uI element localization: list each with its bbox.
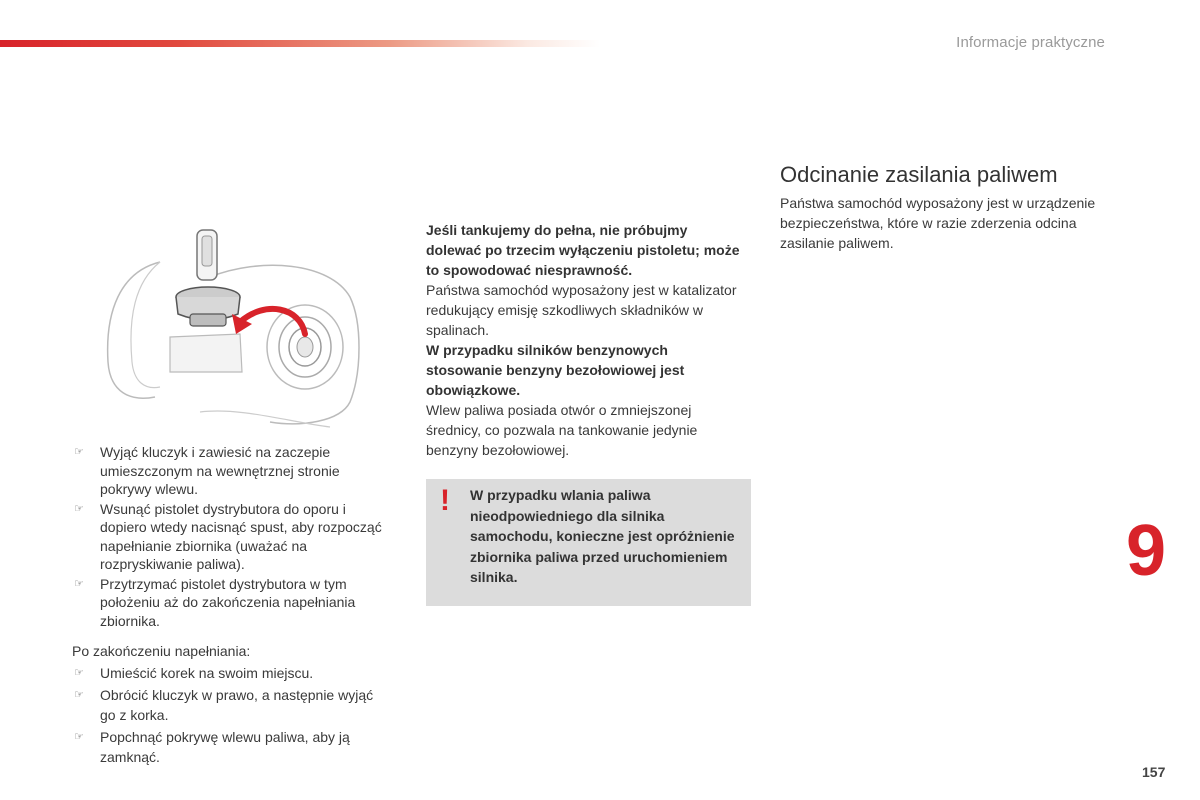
pointing-hand-icon: ☞ bbox=[74, 730, 84, 743]
list-item: ☞ Popchnąć pokrywę wlewu paliwa, aby ją zamknąć. bbox=[74, 728, 350, 765]
pointing-hand-icon: ☞ bbox=[74, 577, 84, 590]
warning-box bbox=[426, 479, 751, 606]
pointing-hand-icon: ☞ bbox=[74, 688, 84, 701]
pointing-hand-icon: ☞ bbox=[74, 502, 84, 515]
full-tank-note: Jeśli tankujemy do pełna, nie próbujmy dolewać po trzecim wyłączeniu pistoletu; może to spowodować niesprawność. bbox=[426, 222, 740, 278]
warning-text: W przypadku wlania paliwa nieodpowiedniego dla silnika samochodu, konieczne jest opróżnienie zbiornika paliwa przed uruchomieniem silnika. bbox=[470, 487, 735, 585]
fuel-cap-key-illustration bbox=[100, 222, 390, 432]
list-item: ☞ Wyjąć kluczyk i zawiesić na zaczepie umieszczonym na wewnętrznej stronie pokrywy wlewu. bbox=[74, 444, 340, 497]
header-accent-bar bbox=[0, 40, 600, 47]
fuel-cutoff-text: Państwa samochód wyposażony jest w urządzenie bezpieczeństwa, które w razie zderzenia odcina zasilanie paliwem. bbox=[780, 195, 1096, 251]
filler-diameter-note: Wlew paliwa posiada otwór o zmniejszonej średnicy, co pozwala na tankowanie jedynie benzyny bezołowiowej. bbox=[426, 402, 698, 458]
unleaded-required-note: W przypadku silników benzynowych stosowanie benzyny bezołowiowej jest obowiązkowe. bbox=[426, 342, 685, 398]
middle-column bbox=[426, 220, 746, 460]
list-item: ☞ Umieścić korek na swoim miejscu. bbox=[74, 664, 314, 681]
page-number: 157 bbox=[1142, 764, 1166, 780]
fuel-cutoff-heading: Odcinanie zasilania paliwem bbox=[780, 162, 1058, 187]
section-title: Informacje praktyczne bbox=[956, 34, 1105, 51]
right-column bbox=[780, 162, 1100, 253]
catalyst-note: Państwa samochód wyposażony jest w katalizator redukujący emisję szkodliwych składników w spalinach. bbox=[426, 282, 737, 338]
pointing-hand-icon: ☞ bbox=[74, 446, 84, 458]
list-item: ☞ Przytrzymać pistolet dystrybutora w tym położeniu aż do zakończenia napełniania zbiornika. bbox=[74, 575, 356, 629]
pointing-hand-icon: ☞ bbox=[74, 666, 84, 679]
chapter-number: 9 bbox=[1126, 511, 1167, 591]
left-column bbox=[72, 443, 392, 769]
exclamation-icon: ! bbox=[440, 484, 450, 517]
after-filling-intro: Po zakończeniu napełniania: bbox=[72, 643, 251, 659]
list-item: ☞ Wsunąć pistolet dystrybutora do oporu i dopiero wtedy nacisnąć spust, aby rozpocząć napełnianie zbiornika (uważać na rozpryskiwanie paliwa). bbox=[74, 500, 382, 572]
list-item: ☞ Obrócić kluczyk w prawo, a następnie wyjąć go z korka. bbox=[74, 686, 374, 723]
